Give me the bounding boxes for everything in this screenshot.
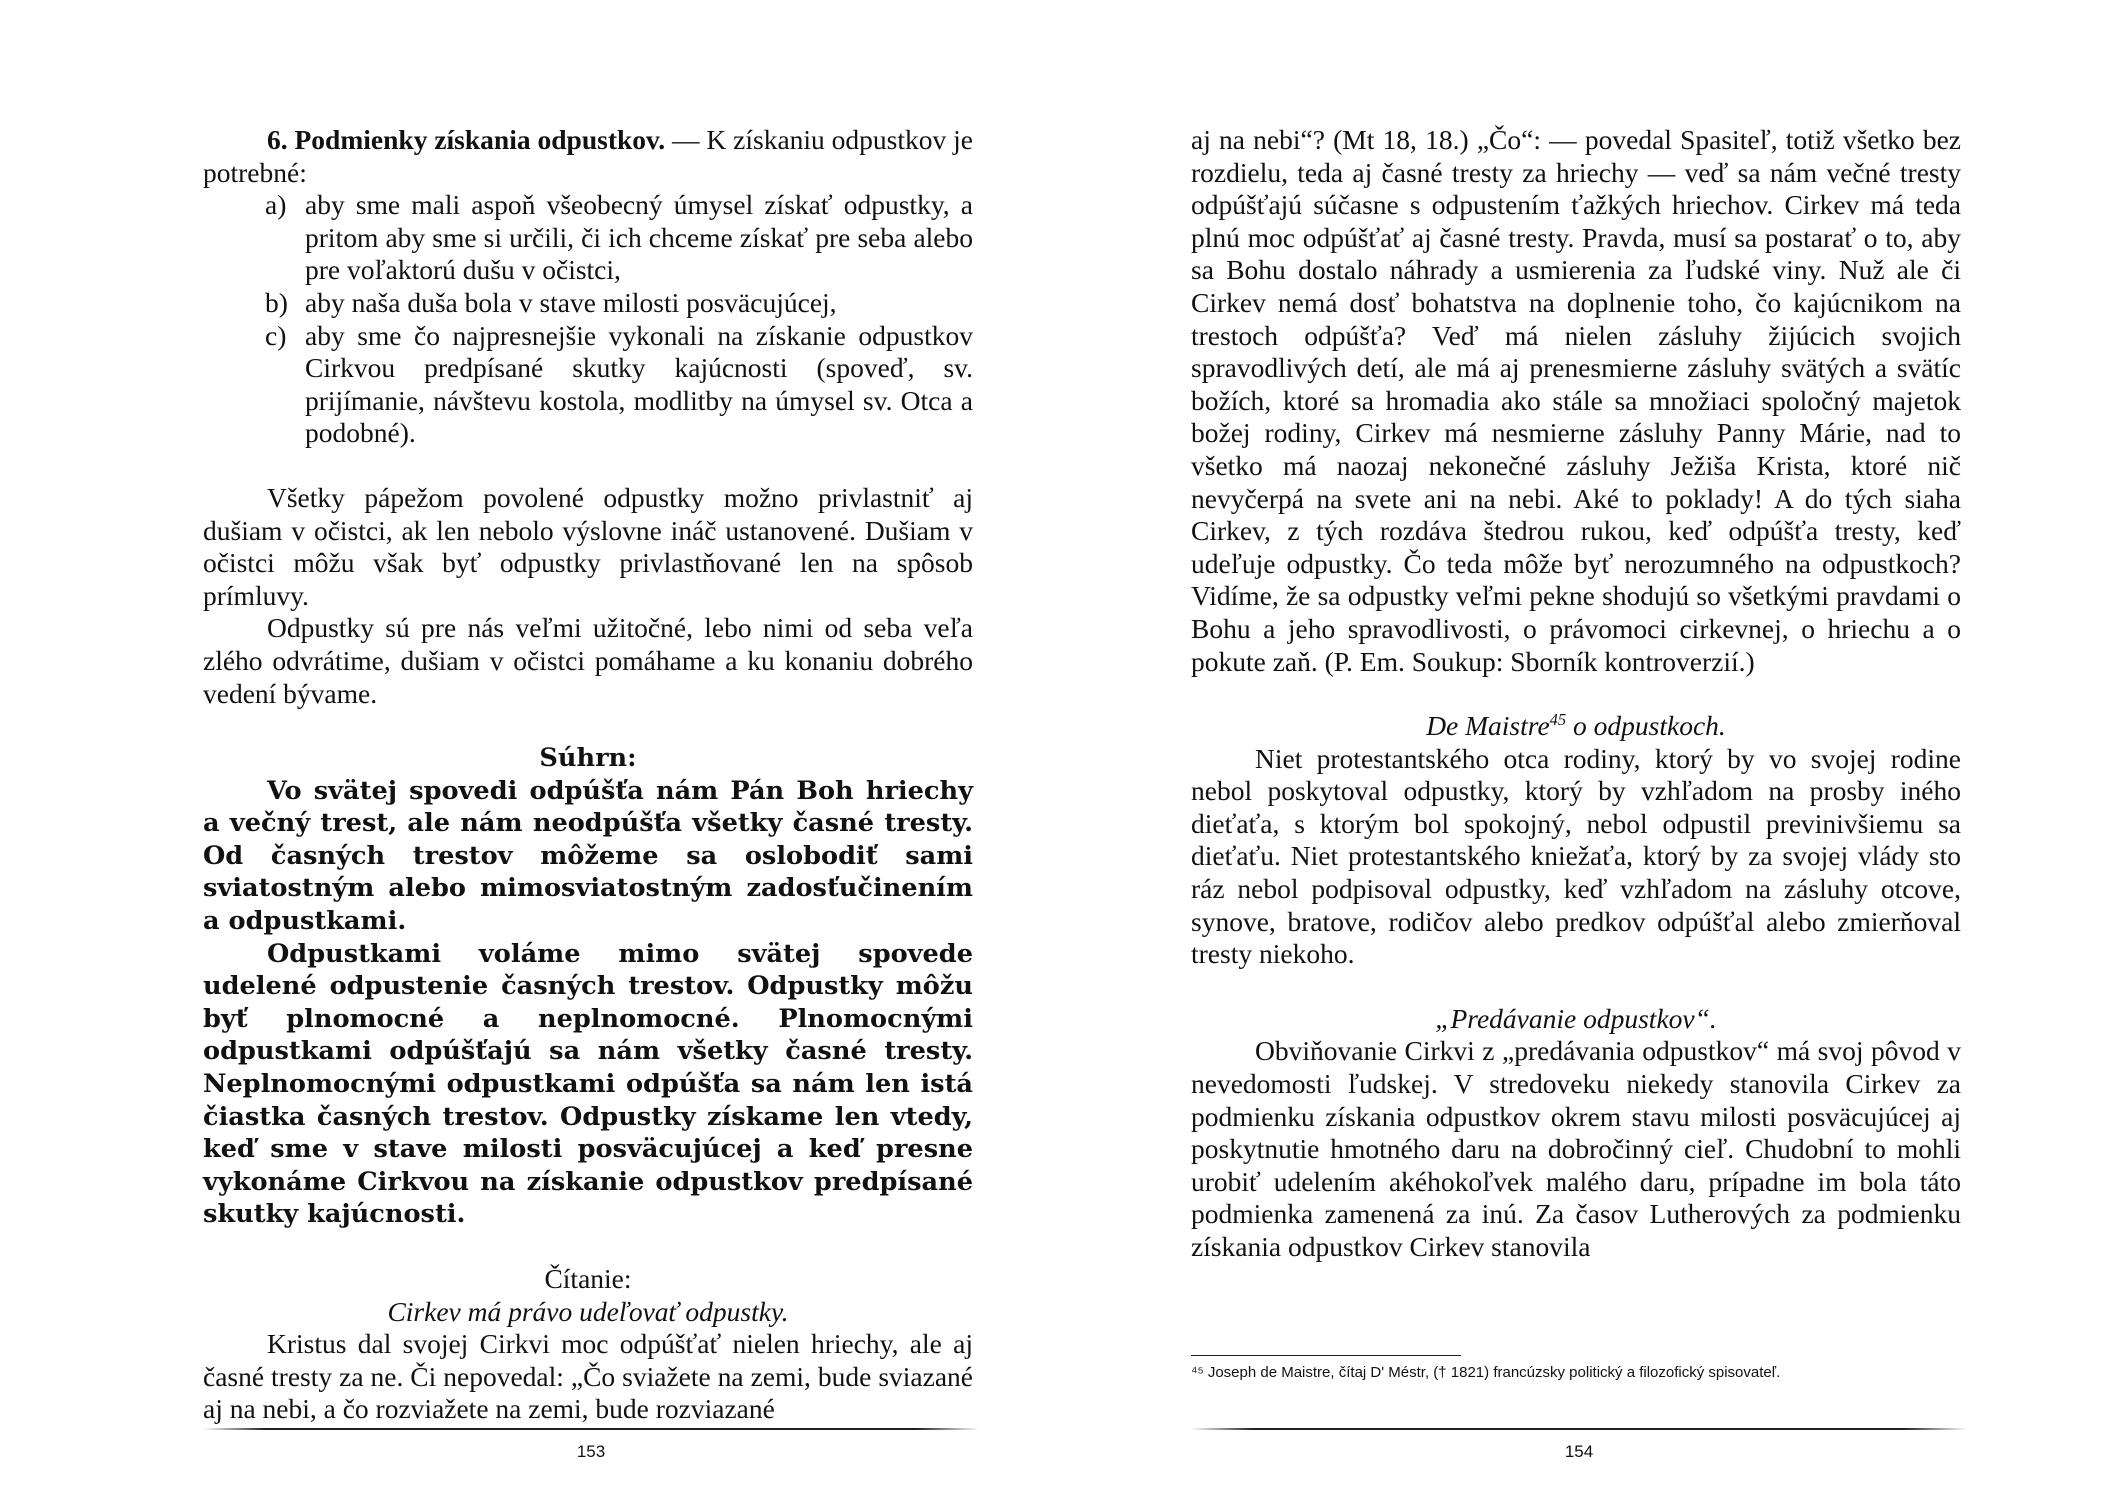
de-maistre-heading: [1191, 710, 1961, 743]
list-item-text: aby sme čo najpresnejšie vykonali na získanie odpustkov Cirkvou predpísané skutky kajúcnosti (spoveď, sv. prijímanie, návštevu kostola, modlitby na úmysel sv. Otca a podobné).: [305, 319, 973, 449]
heading-text: De Maistre: [1426, 710, 1550, 742]
summary-title: Súhrn:: [539, 743, 637, 774]
reading-text: Kristus dal svojej Cirkvi moc odpúšťať nielen hriechy, ale aj časné tresty za ne. Či nepovedal: „Čo sviažete na zemi, bude sviazané aj na nebi, a čo rozviažete na zemi, bude rozviazané: [203, 1328, 973, 1425]
list-marker: c): [265, 319, 287, 351]
reading-title: Čítanie:: [544, 1263, 632, 1294]
footer-rule: [203, 1428, 979, 1430]
spacer: [1191, 971, 1961, 1003]
list-item-text: aby sme mali aspoň všeobecný úmysel získať odpustky, a pritom aby sme si určili, či ich chceme získať pre seba alebo pre voľaktorú dušu v očistci,: [305, 189, 973, 286]
summary-paragraph: Odpustkami voláme mimo svätej spovede udelené odpustenie časných trestov. Odpustky môžu byť plnomocné a neplnomocné. Plnomocnými odpustkami odpúšťajú sa nám všetky časné tresty. Neplnomocnými odpustkami odpúšťa sa nám len istá čiastka časných trestov. Odpustky získame len vtedy, keď sme v stave milosti posväcujúcej a keď presne vykonáme Cirkvou na získanie odpustkov predpísané skutky kajúcnosti.: [203, 938, 973, 1230]
list-item-text: aby naša duša bola v stave milosti posväcujúcej,: [305, 286, 837, 318]
conditions-list: [203, 189, 973, 450]
spacer: [203, 450, 973, 482]
footnote-separator: [1191, 1355, 1461, 1356]
section-intro: — K získaniu odpustkov je potrebné:: [203, 124, 973, 188]
footnote-ref: 45: [1549, 709, 1567, 729]
list-item: [265, 189, 973, 287]
footnote: ⁴⁵ Joseph de Maistre, čítaj D' Méstr, († 1821) francúzsky politický a filozofický spisovateľ.: [1191, 1364, 1781, 1381]
paragraph-souls-purgatory: Všetky pápežom povolené odpustky možno privlastniť aj dušiam v očistci, ak len nebolo výslovne ináč ustanovené. Dušiam v očistci môžu však byť odpustky privlastňované len na spôsob prímluvy.: [203, 481, 973, 611]
section-6-paragraph: [203, 124, 973, 189]
paragraph-protestant-father: Niet protestantského otca rodiny, ktorý by vo svojej rodine nebol poskytoval odpustky, ktorý by vzhľadom na prosby iného dieťaťa, s ktorým bol spokojný, nebol odpustil previnivšiemu sa dieťaťu. Niet protestantského kniežaťa, ktorý by za svojej vlády sto ráz nebol podpisoval odpustky, keď vzhľadom na zásluhy otcove, synove, bratove, rodičov alebo predkov odpúšťal alebo zmierňoval tresty niekoho.: [1191, 742, 1961, 970]
summary-paragraph: Vo svätej spovedi odpúšťa nám Pán Boh hriechy a večný trest, ale nám neodpúšťa všetky časné tresty. Od časných trestov môžeme sa oslobodiť sami sviatostným alebo mimosviatostným zadosťučinením a odpustkami.: [203, 775, 973, 937]
reading-continuation: aj na nebi“? (Mt 18, 18.) „Čo“: — povedal Spasiteľ, totiž všetko bez rozdielu, teda aj časné tresty za hriechy — veď sa nám večné tresty odpúšťajú súčasne s odpustením ťažkých hriechov. Cirkev má teda plnú moc odpúšťať aj časné tresty. Pravda, musí sa postarať o to, aby sa Bohu dostalo náhrady a usmierenia za ľudské viny. Nuž ale či Cirkev nemá dosť bohatstva na doplnenie toho, čo kajúcnikom na trestoch odpúšťa? Veď má nielen zásluhy žijúcich svojich spravodlivých detí, ale má aj prenesmierne zásluhy svätých a svätíc božích, ktoré sa hromadia ako stále sa množiaci spoločný majetok božej rodiny, Cirkev má nesmierne zásluhy Panny Márie, nad to všetko má naozaj nekonečné zásluhy Ježiša Krista, ktoré nič nevyčerpá na svete ani na nebi. Aké to poklady! A do tých siaha Cirkev, z tých rozdáva štedrou rukou, keď odpúšťa tresty, keď udeľuje odpustky. Čo teda môže byť nerozumného na odpustkoch? Vidíme, že sa odpustky veľmi pekne shodujú so všetkými pravdami o Bohu a jeho spravodlivosti, o právomoci cirkevnej, o hriechu a o pokute zaň. (P. Em. Soukup: Sborník kontroverzií.): [1191, 124, 1961, 677]
paragraph-selling-indulgences: Obviňovanie Cirkvi z „predávania odpustkov“ má svoj pôvod v nevedomosti ľudskej. V stredoveku niekedy stanovila Cirkev za podmienku získania odpustkov okrem stavu milosti posväcujúcej aj poskytnutie hmotného daru na dobročinný cieľ. Chudobní to mohli urobiť udelením akéhokoľvek malého daru, prípadne im bola táto podmienka zamenená za inú. Za časov Lutherových za podmienku získania odpustkov Cirkev stanovila: [1191, 1035, 1961, 1262]
left-text-column: [203, 124, 973, 1426]
spacer: [203, 1231, 973, 1263]
right-page: [1061, 0, 2122, 1500]
heading-text: o odpustkoch.: [1566, 710, 1726, 742]
selling-indulgences-heading: „Predávanie odpustkov“.: [1435, 1002, 1717, 1034]
section-heading: 6. Podmienky získania odpustkov.: [267, 124, 666, 155]
list-item: [265, 320, 973, 450]
page-number: 153: [576, 1442, 606, 1461]
list-marker: a): [265, 189, 287, 221]
paragraph-usefulness: Odpustky sú pre nás veľmi užitočné, lebo nimi od seba veľa zlého odvrátime, dušiam v očistci pomáhame a ku konaniu dobrého vedení bývame.: [203, 612, 973, 709]
list-item: [265, 287, 973, 320]
right-text-column: [1191, 124, 1961, 1264]
page-number: 154: [1564, 1442, 1594, 1461]
list-marker: b): [265, 286, 288, 318]
footer-rule: [1191, 1428, 1967, 1430]
spacer: [203, 710, 973, 742]
reading-subtitle: Cirkev má právo udeľovať odpustky.: [387, 1295, 789, 1327]
spacer: [1191, 678, 1961, 710]
summary-block: [203, 775, 973, 1231]
